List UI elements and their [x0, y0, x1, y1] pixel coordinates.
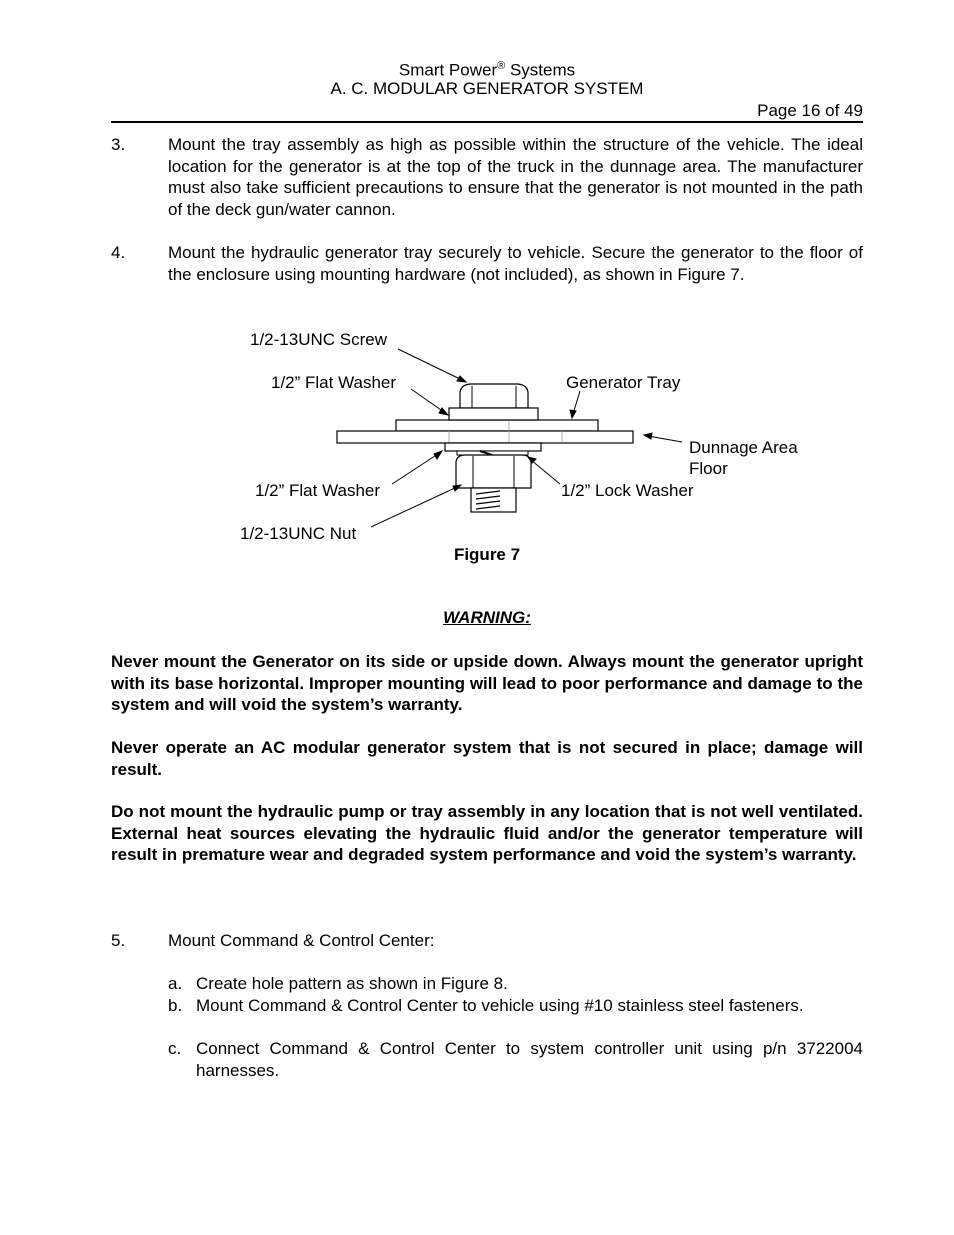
figure-caption: Figure 7: [453, 545, 521, 564]
substep-letter: b.: [168, 996, 183, 1015]
substep-text: Create hole pattern as shown in Figure 8.: [196, 974, 508, 993]
step-number: 4.: [111, 243, 126, 262]
label-nut: 1/2-13UNC Nut: [240, 524, 357, 543]
substep-b: [168, 995, 863, 1017]
substep-a: [168, 973, 863, 995]
substep-text: Connect Command & Control Center to system controller unit using p/n 3722004 harnesses.: [196, 1039, 863, 1080]
screw-head: [460, 384, 528, 408]
label-flat-washer-top: 1/2” Flat Washer: [271, 373, 397, 392]
label-flat-washer-bottom: 1/2” Flat Washer: [255, 481, 381, 500]
step-number: 3.: [111, 135, 126, 154]
header-rule: [111, 121, 863, 123]
label-lock-washer: 1/2” Lock Washer: [561, 481, 694, 500]
step-4: [111, 242, 863, 285]
generator-tray: [396, 420, 598, 431]
step-number: 5.: [111, 931, 126, 950]
header-title: Smart Power® Systems: [398, 60, 576, 80]
step-text: Mount the hydraulic generator tray securely to vehicle. Secure the generator to the floor of the enclosure using mounting hardware (not included), as shown in Figure 7.: [168, 243, 863, 284]
screw-thread: [471, 488, 516, 512]
step-text: Mount Command & Control Center:: [168, 931, 435, 950]
substep-c: [168, 1038, 863, 1081]
hex-nut: [456, 455, 531, 488]
page-number: Page 16 of 49: [757, 101, 863, 120]
label-screw: 1/2-13UNC Screw: [250, 330, 387, 349]
label-generator-tray: Generator Tray: [566, 373, 681, 392]
warning-heading: WARNING:: [443, 608, 531, 627]
substep-letter: a.: [168, 974, 183, 993]
header-subtitle: A. C. MODULAR GENERATOR SYSTEM: [330, 79, 644, 98]
warning-paragraph: Never operate an AC modular generator system that is not secured in place; damage will result.: [111, 738, 863, 779]
warning-paragraph: Never mount the Generator on its side or upside down. Always mount the generator upright with its base horizontal. Improper mounting will lead to poor performance and damage to the system and will void the system’s warranty.: [111, 652, 863, 714]
substep-letter: c.: [168, 1039, 182, 1058]
warning-paragraph: Do not mount the hydraulic pump or tray assembly in any location that is not well ventilated. External heat sources elevating the hydraulic fluid and/or the generator temperature will result in premature wear and degraded system performance and void the system’s warranty.: [111, 802, 863, 864]
step-5: [111, 930, 863, 952]
figure-7-diagram: [0, 320, 954, 570]
label-dunnage-area: Dunnage Area: [689, 438, 798, 457]
substep-text: Mount Command & Control Center to vehicle using #10 stainless steel fasteners.: [196, 996, 804, 1015]
step-text: Mount the tray assembly as high as possible within the structure of the vehicle. The ideal location for the generator is at the top of the truck in the dunnage area. The manufacturer must also take sufficient precautions to ensure that the generator is not mounted in the path of the deck gun/water cannon.: [168, 135, 863, 219]
flat-washer-bottom: [445, 443, 541, 451]
flat-washer-top: [449, 408, 538, 420]
label-dunnage-floor: Floor: [689, 459, 728, 478]
step-3: [111, 134, 863, 220]
